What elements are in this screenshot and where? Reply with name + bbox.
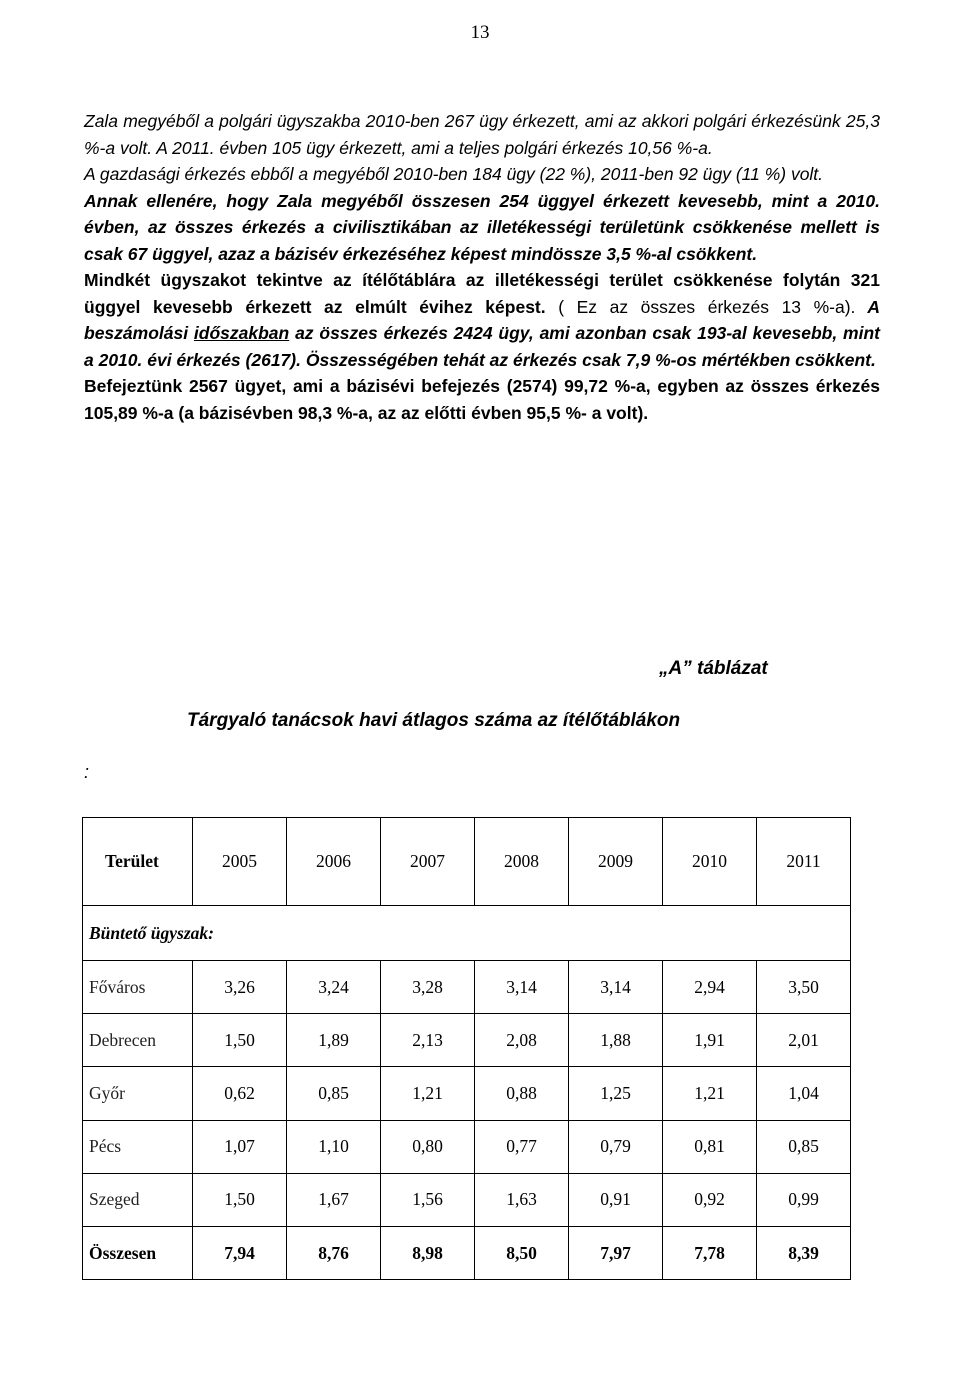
table-row <box>83 1120 851 1173</box>
header-area: Terület <box>83 818 193 906</box>
table-label: „A” táblázat <box>659 658 768 679</box>
table-row <box>83 1067 851 1120</box>
table-row <box>83 961 851 1014</box>
both-branches-text: Mindkét ügyszakot tekintve az ítélőtáblára az illetékességi terület csökkenése folytán 321 üggyel kevesebb érkezett az elmúlt évihez képest. <box>84 270 880 317</box>
row-label: Szeged <box>83 1173 193 1226</box>
table-section-row <box>83 906 851 961</box>
total-cell: 8,76 <box>287 1226 381 1279</box>
paragraph-both-branches <box>84 267 880 373</box>
cell: 0,91 <box>569 1173 663 1226</box>
cell: 1,63 <box>475 1173 569 1226</box>
cell: 1,50 <box>193 1173 287 1226</box>
header-year: 2011 <box>757 818 851 906</box>
cell: 1,21 <box>381 1067 475 1120</box>
reporting-period-text: A beszámolási <box>84 296 881 343</box>
total-cell: 8,39 <box>757 1226 851 1279</box>
cell: 1,10 <box>287 1120 381 1173</box>
paragraph-zala-civil: Zala megyéből a polgári ügyszakba 2010-ben 267 ügy érkezett, ami az akkori polgári érkezésünk 25,3 %-a volt. A 2011. évben 105 ügy érkezett, ami a teljes polgári érkezés 10,56 %-a. <box>84 111 880 158</box>
table-row <box>83 1014 851 1067</box>
row-label: Főváros <box>83 961 193 1014</box>
total-label: Összesen <box>83 1226 193 1279</box>
colon-mark: : <box>84 762 90 782</box>
header-year: 2007 <box>381 818 475 906</box>
paragraph-completed-cases: Befejeztünk 2567 ügyet, ami a bázisévi befejezés (2574) 99,72 %-a, egyben az összes érkezés 105,89 %-a (a bázisévben 98,3 %-a, az az előtti évben 95,5 %- a volt). <box>84 376 880 423</box>
cell: 1,91 <box>663 1014 757 1067</box>
reporting-period-underlined: időszakban <box>193 323 290 343</box>
cell: 0,85 <box>757 1120 851 1173</box>
table-title: Tárgyaló tanácsok havi átlagos száma az ítélőtáblákon <box>187 710 681 731</box>
cell: 0,80 <box>381 1120 475 1173</box>
cell: 3,50 <box>757 961 851 1014</box>
total-cell: 7,78 <box>663 1226 757 1279</box>
section-criminal: Büntető ügyszak: <box>83 906 851 961</box>
header-year: 2008 <box>475 818 569 906</box>
table-header-row <box>83 818 851 906</box>
cell: 0,62 <box>193 1067 287 1120</box>
cell: 0,92 <box>663 1173 757 1226</box>
total-cell: 7,97 <box>569 1226 663 1279</box>
cell: 2,94 <box>663 961 757 1014</box>
cell: 0,99 <box>757 1173 851 1226</box>
total-cell: 8,50 <box>475 1226 569 1279</box>
row-label: Debrecen <box>83 1014 193 1067</box>
cell: 3,24 <box>287 961 381 1014</box>
total-cell: 7,94 <box>193 1226 287 1279</box>
cell: 3,14 <box>475 961 569 1014</box>
paragraph-economic-intake: A gazdasági érkezés ebből a megyéből 2010-ben 184 ügy (22 %), 2011-ben 92 ügy (11 %) volt. <box>84 164 824 184</box>
cell: 1,07 <box>193 1120 287 1173</box>
cell: 0,85 <box>287 1067 381 1120</box>
cell: 0,81 <box>663 1120 757 1173</box>
cell: 0,79 <box>569 1120 663 1173</box>
cell: 1,04 <box>757 1067 851 1120</box>
cell: 3,28 <box>381 961 475 1014</box>
page-number: 13 <box>470 22 490 43</box>
header-year: 2009 <box>569 818 663 906</box>
table-row <box>83 1173 851 1226</box>
reporting-period-rest: az összes érkezés 2424 ügy, ami azonban csak 193-al kevesebb, mint a 2010. évi érkezés (2617). Összességében tehát az érkezés csak 7,9 %-os mértékben csökkent. <box>84 323 880 370</box>
paragraph-civil-decrease: Annak ellenére, hogy Zala megyéből összesen 254 üggyel érkezett kevesebb, mint a 2010. évben, az összes érkezés a civilisztikában az illetékességi területünk csökkenése mellett is csak 67 üggyel, azaz a bázisév érkezéséhez képest mindössze 3,5 %-al csökkent. <box>84 190 880 264</box>
cell: 2,08 <box>475 1014 569 1067</box>
cell: 1,88 <box>569 1014 663 1067</box>
cell: 2,01 <box>757 1014 851 1067</box>
report-text <box>84 108 880 426</box>
cell: 1,67 <box>287 1173 381 1226</box>
header-year: 2005 <box>193 818 287 906</box>
cell: 1,89 <box>287 1014 381 1067</box>
cell: 1,56 <box>381 1173 475 1226</box>
cell: 1,50 <box>193 1014 287 1067</box>
panels-table <box>82 817 851 1280</box>
cell: 1,25 <box>569 1067 663 1120</box>
table-total-row <box>83 1226 851 1279</box>
cell: 3,14 <box>569 961 663 1014</box>
cell: 2,13 <box>381 1014 475 1067</box>
cell: 0,88 <box>475 1067 569 1120</box>
both-branches-note: ( Ez az összes érkezés 13 %-a). <box>558 296 856 317</box>
row-label: Győr <box>83 1067 193 1120</box>
header-year: 2010 <box>663 818 757 906</box>
cell: 0,77 <box>475 1120 569 1173</box>
cell: 1,21 <box>663 1067 757 1120</box>
total-cell: 8,98 <box>381 1226 475 1279</box>
row-label: Pécs <box>83 1120 193 1173</box>
header-year: 2006 <box>287 818 381 906</box>
cell: 3,26 <box>193 961 287 1014</box>
